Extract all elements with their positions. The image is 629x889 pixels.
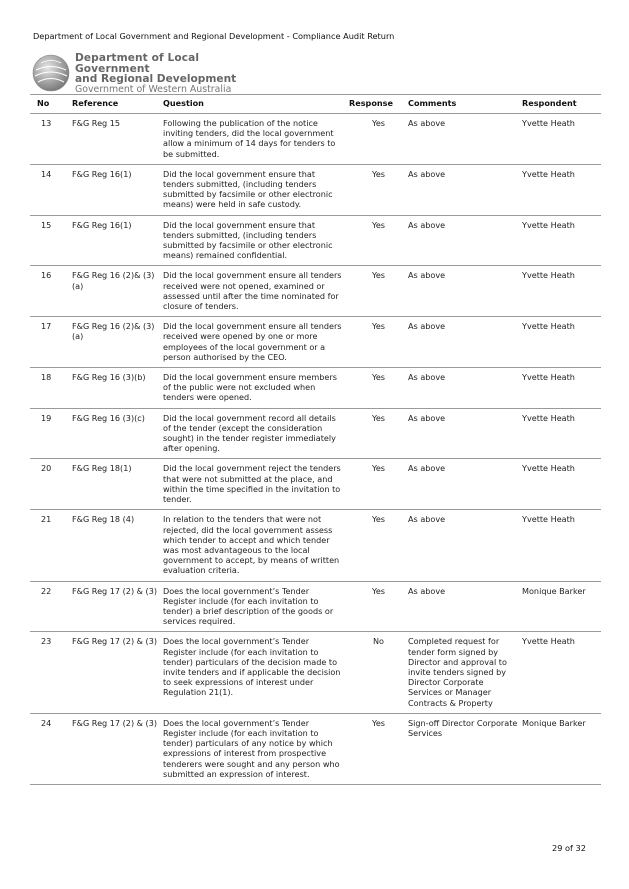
row-number: 22: [30, 581, 72, 632]
row-response: Yes: [349, 713, 408, 784]
row-response: Yes: [349, 368, 408, 409]
row-reference: F&G Reg 16 (2)& (3)(a): [72, 317, 163, 368]
row-response: Yes: [349, 114, 408, 165]
row-respondent: Yvette Heath: [522, 164, 601, 215]
row-reference: F&G Reg 15: [72, 114, 163, 165]
row-respondent: Yvette Heath: [522, 266, 601, 317]
table-row: [30, 408, 601, 459]
table-row: [30, 164, 601, 215]
row-question: Does the local government’s Tender Register include (for each invitation to tender) particulars of the decision made to invite tenders and if applicable the decision to seek expressions of interest under Regulation 21(1).: [163, 632, 349, 713]
column-header-comments: Comments: [408, 95, 522, 114]
row-comments: As above: [408, 317, 522, 368]
table-row: [30, 114, 601, 165]
column-header-reference: Reference: [72, 95, 163, 114]
row-number: 18: [30, 368, 72, 409]
row-number: 14: [30, 164, 72, 215]
row-number: 16: [30, 266, 72, 317]
row-response: Yes: [349, 317, 408, 368]
row-respondent: Yvette Heath: [522, 632, 601, 713]
table-row: [30, 368, 601, 409]
row-question: Did the local government ensure that tenders submitted, (including tenders submitted by facsimile or other electronic means) were held in safe custody.: [163, 164, 349, 215]
row-comments: As above: [408, 581, 522, 632]
row-reference: F&G Reg 16(1): [72, 164, 163, 215]
row-question: Did the local government reject the tenders that were not submitted at the place, and within the time specified in the invitation to tender.: [163, 459, 349, 510]
row-respondent: Yvette Heath: [522, 317, 601, 368]
row-respondent: Yvette Heath: [522, 114, 601, 165]
globe-icon: [31, 53, 71, 93]
row-reference: F&G Reg 18 (4): [72, 510, 163, 581]
logo-line-2: and Regional Development: [75, 73, 237, 85]
row-reference: F&G Reg 17 (2) & (3): [72, 581, 163, 632]
table-row: [30, 215, 601, 266]
row-number: 23: [30, 632, 72, 713]
row-respondent: Yvette Heath: [522, 459, 601, 510]
row-reference: F&G Reg 16(1): [72, 215, 163, 266]
table-row: [30, 266, 601, 317]
column-header-no: No: [30, 95, 72, 114]
row-response: Yes: [349, 581, 408, 632]
row-reference: F&G Reg 17 (2) & (3): [72, 713, 163, 784]
logo-line-3: Government of Western Australia: [75, 83, 232, 95]
row-response: Yes: [349, 510, 408, 581]
row-response: Yes: [349, 164, 408, 215]
row-question: Did the local government record all details of the tender (except the consideration sought) in the tender register immediately after opening.: [163, 408, 349, 459]
row-question: Did the local government ensure all tenders received were not opened, examined or assessed until after the time nominated for closure of tenders.: [163, 266, 349, 317]
row-comments: Sign-off Director Corporate Services: [408, 713, 522, 784]
row-respondent: Yvette Heath: [522, 510, 601, 581]
table-row: [30, 713, 601, 784]
row-comments: As above: [408, 114, 522, 165]
row-number: 24: [30, 713, 72, 784]
row-comments: As above: [408, 215, 522, 266]
row-respondent: Yvette Heath: [522, 408, 601, 459]
row-comments: Completed request for tender form signed by Director and approval to invite tenders signed by Director Corporate Services or Manager Contracts & Property: [408, 632, 522, 713]
table-row: [30, 510, 601, 581]
row-reference: F&G Reg 16 (2)& (3)(a): [72, 266, 163, 317]
table-row: [30, 317, 601, 368]
table-row: [30, 459, 601, 510]
row-question: Did the local government ensure that tenders submitted, (including tenders submitted by facsimile or other electronic means) remained confidential.: [163, 215, 349, 266]
row-number: 20: [30, 459, 72, 510]
column-header-question: Question: [163, 95, 349, 114]
column-header-response: Response: [349, 95, 408, 114]
row-reference: F&G Reg 18(1): [72, 459, 163, 510]
row-respondent: Monique Barker: [522, 581, 601, 632]
row-question: Does the local government’s Tender Register include (for each invitation to tender) particulars of any notice by which expressions of interest from prospective tenderers were sought and any person who submitted an expression of interest.: [163, 713, 349, 784]
page-number: 29 of 32: [552, 843, 586, 853]
row-comments: As above: [408, 368, 522, 409]
column-header-respondent: Respondent: [522, 95, 601, 114]
logo-line-1: Department of Local Government: [75, 52, 200, 75]
document-header: Department of Local Government and Regional Development - Compliance Audit Return: [33, 31, 395, 41]
row-question: Did the local government ensure all tenders received were opened by one or more employees of the local government or a person authorised by the CEO.: [163, 317, 349, 368]
row-reference: F&G Reg 16 (3)(c): [72, 408, 163, 459]
table-row: [30, 632, 601, 713]
row-response: Yes: [349, 215, 408, 266]
row-response: Yes: [349, 408, 408, 459]
row-question: Did the local government ensure members of the public were not excluded when tenders were opened.: [163, 368, 349, 409]
row-question: In relation to the tenders that were not rejected, did the local government assess which tender to accept and which tender was most advantageous to the local government to accept, by means of written evaluation criteria.: [163, 510, 349, 581]
row-respondent: Monique Barker: [522, 713, 601, 784]
row-response: Yes: [349, 459, 408, 510]
row-number: 19: [30, 408, 72, 459]
row-number: 13: [30, 114, 72, 165]
row-reference: F&G Reg 17 (2) & (3): [72, 632, 163, 713]
row-comments: As above: [408, 408, 522, 459]
row-question: Does the local government’s Tender Register include (for each invitation to tender) a brief description of the goods or services required.: [163, 581, 349, 632]
row-reference: F&G Reg 16 (3)(b): [72, 368, 163, 409]
row-comments: As above: [408, 510, 522, 581]
compliance-table: [30, 94, 601, 785]
row-question: Following the publication of the notice inviting tenders, did the local government allow a minimum of 14 days for tenders to be submitted.: [163, 114, 349, 165]
row-response: Yes: [349, 266, 408, 317]
row-comments: As above: [408, 266, 522, 317]
row-number: 17: [30, 317, 72, 368]
table-header-row: [30, 95, 601, 114]
row-number: 21: [30, 510, 72, 581]
row-comments: As above: [408, 459, 522, 510]
row-response: No: [349, 632, 408, 713]
table-row: [30, 581, 601, 632]
row-number: 15: [30, 215, 72, 266]
department-logo: [31, 53, 261, 93]
row-respondent: Yvette Heath: [522, 215, 601, 266]
row-respondent: Yvette Heath: [522, 368, 601, 409]
row-comments: As above: [408, 164, 522, 215]
